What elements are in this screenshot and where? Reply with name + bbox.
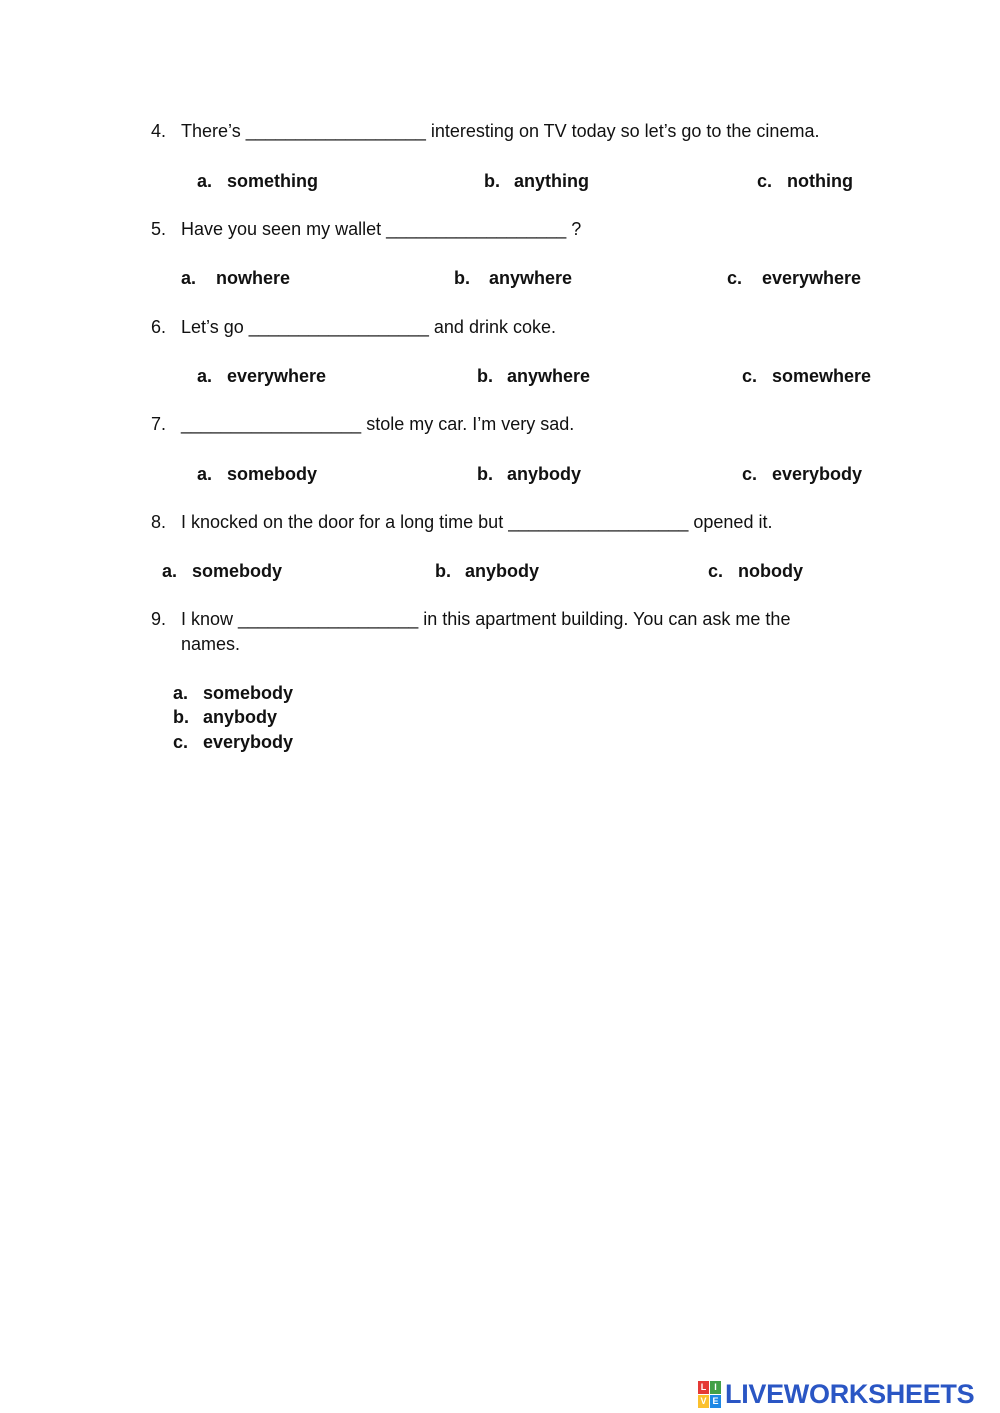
question-text: Let’s go __________________ and drink coke. <box>181 317 556 337</box>
option-letter: b. <box>477 366 493 386</box>
option-text: anybody <box>203 707 278 727</box>
question-text: __________________ stole my car. I’m very sad. <box>181 414 575 434</box>
question-number: 8. <box>151 512 167 532</box>
option-text: somebody <box>227 464 318 484</box>
option-6a[interactable] <box>197 364 326 388</box>
option-letter: c. <box>742 464 758 484</box>
question-text: I knocked on the door for a long time but __________________ opened it. <box>181 512 773 532</box>
option-text: nobody <box>738 561 803 581</box>
question-text: There’s __________________ interesting on TV today so let’s go to the cinema. <box>181 121 820 141</box>
logo-block: E <box>710 1395 721 1408</box>
question-number: 9. <box>151 609 167 629</box>
option-letter: b. <box>454 268 470 288</box>
option-letter: c. <box>742 366 758 386</box>
option-8b[interactable] <box>435 559 539 583</box>
option-text: somebody <box>203 683 294 703</box>
question-number: 7. <box>151 414 167 434</box>
liveworksheets-logo <box>698 1377 974 1411</box>
question-number: 6. <box>151 317 167 337</box>
option-letter: a. <box>197 366 213 386</box>
option-letter: c. <box>708 561 724 581</box>
option-5a[interactable] <box>181 266 290 290</box>
option-letter: b. <box>173 707 189 727</box>
option-letter: a. <box>197 464 213 484</box>
option-text: everybody <box>203 732 294 752</box>
option-4a[interactable] <box>197 169 318 193</box>
option-text: anything <box>514 171 589 191</box>
option-letter: a. <box>173 683 189 703</box>
option-letter: c. <box>727 268 743 288</box>
question-number: 5. <box>151 219 167 239</box>
option-text: somewhere <box>772 366 872 386</box>
option-letter: b. <box>484 171 500 191</box>
option-8a[interactable] <box>162 559 282 583</box>
option-9c[interactable] <box>173 730 293 754</box>
option-6c[interactable] <box>742 364 871 388</box>
option-7b[interactable] <box>477 462 581 486</box>
option-text: nothing <box>787 171 853 191</box>
option-text: somebody <box>192 561 283 581</box>
brand-name: LIVEWORKSHEETS <box>725 1378 975 1409</box>
question-text: Have you seen my wallet __________________ ? <box>181 219 582 239</box>
option-text: anybody <box>507 464 582 484</box>
option-text: everywhere <box>227 366 327 386</box>
option-9a[interactable] <box>173 681 293 705</box>
option-letter: b. <box>477 464 493 484</box>
option-letter: a. <box>181 268 197 288</box>
option-text: something <box>227 171 319 191</box>
option-9b[interactable] <box>173 705 277 729</box>
option-letter: a. <box>197 171 213 191</box>
option-letter: b. <box>435 561 451 581</box>
option-text: everybody <box>772 464 863 484</box>
option-4b[interactable] <box>484 169 589 193</box>
option-text: nowhere <box>216 268 291 288</box>
option-7c[interactable] <box>742 462 862 486</box>
option-letter: c. <box>757 171 773 191</box>
option-text: everywhere <box>762 268 862 288</box>
question-text-continued: names. <box>181 634 241 654</box>
question-number: 4. <box>151 121 167 141</box>
option-letter: a. <box>162 561 178 581</box>
option-6b[interactable] <box>477 364 590 388</box>
logo-block: L <box>698 1381 709 1394</box>
logo-block: V <box>698 1395 709 1408</box>
logo-block: I <box>710 1381 721 1394</box>
option-5c[interactable] <box>727 266 861 290</box>
option-7a[interactable] <box>197 462 317 486</box>
option-text: anywhere <box>489 268 573 288</box>
option-4c[interactable] <box>757 169 853 193</box>
option-5b[interactable] <box>454 266 572 290</box>
logo-blocks-icon <box>698 1381 721 1408</box>
option-letter: c. <box>173 732 189 752</box>
question-text: I know __________________ in this apartment building. You can ask me the <box>181 609 791 629</box>
option-text: anybody <box>465 561 540 581</box>
option-8c[interactable] <box>708 559 803 583</box>
option-text: anywhere <box>507 366 591 386</box>
